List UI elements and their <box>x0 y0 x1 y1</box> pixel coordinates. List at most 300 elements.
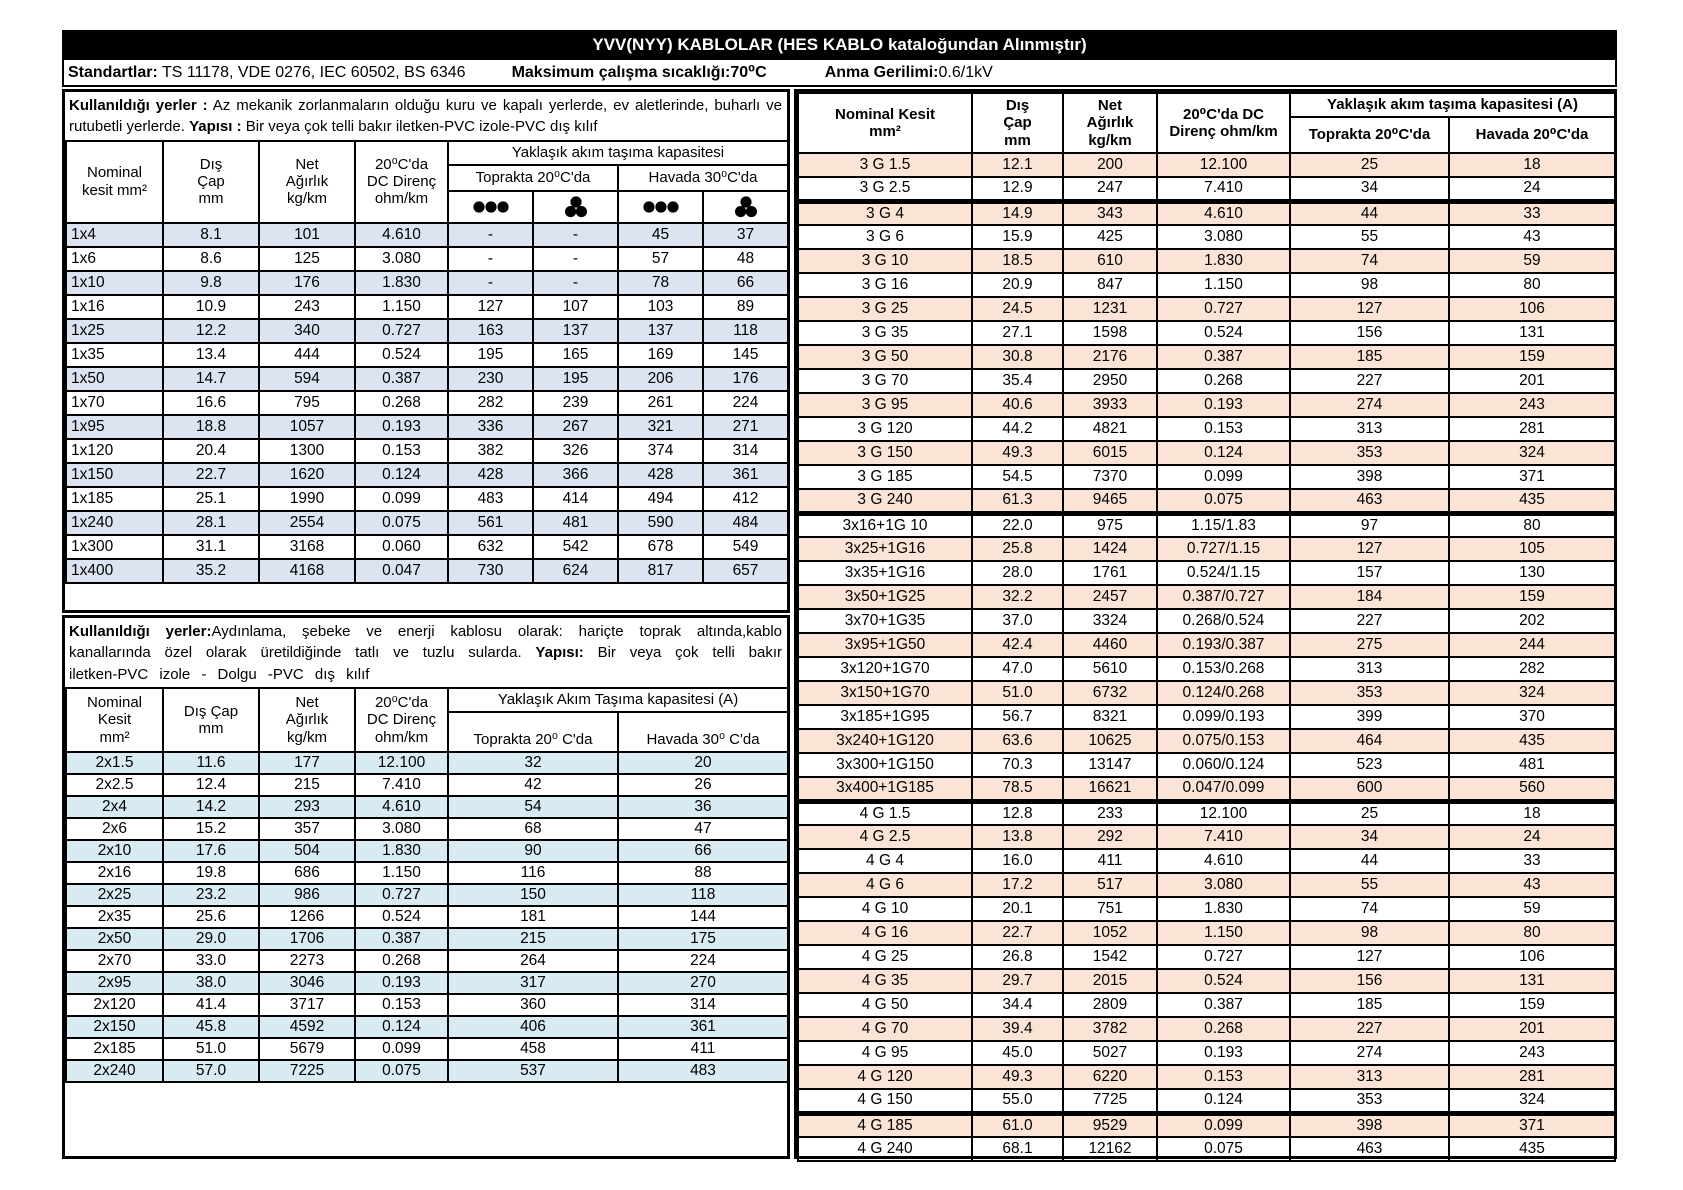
table-cell: 43 <box>1449 225 1615 249</box>
table-cell: 47.0 <box>972 657 1063 681</box>
table-row <box>66 1060 788 1082</box>
table-cell: 70.3 <box>972 753 1063 777</box>
table-cell: 24 <box>1449 825 1615 849</box>
table-cell: 39.4 <box>972 1017 1063 1041</box>
table-cell: 313 <box>1290 657 1449 681</box>
table-cell: 243 <box>1449 1041 1615 1065</box>
table-cell: 2x120 <box>66 994 163 1016</box>
table-row <box>66 774 788 796</box>
table-cell: 32.2 <box>972 585 1063 609</box>
table-row <box>798 1017 1615 1041</box>
table-cell: 1542 <box>1063 945 1157 969</box>
table-cell: 156 <box>1290 969 1449 993</box>
table-cell: 16621 <box>1063 777 1157 801</box>
table-cell: 59 <box>1449 249 1615 273</box>
table-cell: 0.727 <box>355 319 448 343</box>
table-cell: 11.6 <box>163 752 259 774</box>
table-cell: 1231 <box>1063 297 1157 321</box>
table-cell: 0.524 <box>355 906 448 928</box>
table-cell: 156 <box>1290 321 1449 345</box>
table-cell: 8321 <box>1063 705 1157 729</box>
table-cell: 2176 <box>1063 345 1157 369</box>
table-cell: 1x95 <box>66 415 163 439</box>
table-cell: 2x1.5 <box>66 752 163 774</box>
table-cell: 2950 <box>1063 369 1157 393</box>
col-header-weight: Net Ağırlık kg/km <box>259 141 355 223</box>
two-core-description <box>65 618 787 687</box>
table-cell: 200 <box>1063 153 1157 177</box>
table-cell: 127 <box>1290 297 1449 321</box>
table-cell: 1.830 <box>355 840 448 862</box>
table-cell: 2x240 <box>66 1060 163 1082</box>
col-header-nominal: Nominal Kesit mm² <box>66 688 163 752</box>
table-cell: 244 <box>1449 633 1615 657</box>
table-cell: 1598 <box>1063 321 1157 345</box>
table-cell: 1x10 <box>66 271 163 295</box>
table-cell: 159 <box>1449 585 1615 609</box>
table-row <box>66 463 788 487</box>
table-cell: 1x185 <box>66 487 163 511</box>
table-cell: 1.830 <box>1157 249 1290 273</box>
table-cell: 2x4 <box>66 796 163 818</box>
sub-header-ground: Toprakta 20⁰C'da <box>448 165 618 191</box>
sub-header-air: Havada 30⁰ C'da <box>618 712 788 752</box>
table-cell: 1.150 <box>1157 273 1290 297</box>
table-cell: 3 G 185 <box>798 465 972 489</box>
table-cell: 2x6 <box>66 818 163 840</box>
two-core-table-body <box>66 752 788 1082</box>
table-cell: 353 <box>1290 1089 1449 1113</box>
table-cell: 326 <box>533 439 618 463</box>
table-row <box>66 840 788 862</box>
table-cell: 184 <box>1290 585 1449 609</box>
table-cell: 1.830 <box>1157 897 1290 921</box>
table-cell: 159 <box>1449 345 1615 369</box>
structure-label: Yapısı : <box>189 118 242 136</box>
table-cell: 90 <box>448 840 618 862</box>
table-cell: 22.0 <box>972 513 1063 537</box>
table-cell: 0.124 <box>1157 441 1290 465</box>
table-row <box>798 945 1615 969</box>
table-cell: 1x300 <box>66 535 163 559</box>
table-cell: 80 <box>1449 273 1615 297</box>
table-row <box>798 441 1615 465</box>
table-cell: 590 <box>618 511 703 535</box>
table-cell: 0.387 <box>1157 345 1290 369</box>
table-cell: 4 G 10 <box>798 897 972 921</box>
table-cell: 12162 <box>1063 1137 1157 1161</box>
table-cell: 678 <box>618 535 703 559</box>
table-cell: 74 <box>1290 897 1449 921</box>
table-cell: 14.2 <box>163 796 259 818</box>
table-cell: 7.410 <box>1157 825 1290 849</box>
table-cell: 0.524 <box>1157 969 1290 993</box>
table-cell: 3x95+1G50 <box>798 633 972 657</box>
table-row <box>798 177 1615 201</box>
table-cell: 0.268 <box>355 391 448 415</box>
table-cell: - <box>533 247 618 271</box>
table-cell: 324 <box>1449 441 1615 465</box>
usage-text: Az mekanik zorlanmaların olduğu kuru ve kapalı yerlerde, ev aletlerinde, buharlı ve rutubetli yerlerde. <box>69 97 783 136</box>
table-cell: 0.387 <box>355 928 448 950</box>
table-cell: 0.727 <box>1157 945 1290 969</box>
table-cell: 2457 <box>1063 585 1157 609</box>
usage-label: Kullanıldığı yerler : <box>69 97 208 114</box>
table-cell: 59 <box>1449 897 1615 921</box>
table-cell: 233 <box>1063 801 1157 825</box>
table-cell: 26.8 <box>972 945 1063 969</box>
table-cell: 243 <box>1449 393 1615 417</box>
table-cell: 127 <box>448 295 533 319</box>
table-cell: 44 <box>1290 201 1449 225</box>
table-row <box>66 559 788 583</box>
table-cell: 382 <box>448 439 533 463</box>
table-cell: 2554 <box>259 511 355 535</box>
table-cell: 19.8 <box>163 862 259 884</box>
table-cell: 3x70+1G35 <box>798 609 972 633</box>
table-cell: 795 <box>259 391 355 415</box>
table-cell: 15.9 <box>972 225 1063 249</box>
two-core-section <box>62 615 790 1159</box>
table-cell: 43 <box>1449 873 1615 897</box>
table-cell: 98 <box>1290 921 1449 945</box>
table-cell: 343 <box>1063 201 1157 225</box>
table-cell: 2x25 <box>66 884 163 906</box>
table-cell: 3 G 95 <box>798 393 972 417</box>
table-cell: 261 <box>618 391 703 415</box>
table-cell: 201 <box>1449 369 1615 393</box>
table-row <box>798 1041 1615 1065</box>
table-cell: 0.047/0.099 <box>1157 777 1290 801</box>
table-cell: 181 <box>448 906 618 928</box>
table-cell: 0.153/0.268 <box>1157 657 1290 681</box>
table-cell: 35.4 <box>972 369 1063 393</box>
table-cell: 3 G 70 <box>798 369 972 393</box>
table-row <box>66 391 788 415</box>
multi-core-section <box>794 89 1617 1159</box>
table-cell: 483 <box>618 1060 788 1082</box>
col-header-diameter: Dış Çap mm <box>972 93 1063 153</box>
table-cell: 227 <box>1290 609 1449 633</box>
table-cell: 1x150 <box>66 463 163 487</box>
table-cell: 38.0 <box>163 972 259 994</box>
table-row <box>66 223 788 247</box>
table-row <box>66 928 788 950</box>
voltage-label: Anma Gerilimi: <box>824 64 939 81</box>
table-cell: 3 G 2.5 <box>798 177 972 201</box>
table-cell: 10625 <box>1063 729 1157 753</box>
table-cell: 97 <box>1290 513 1449 537</box>
table-cell: 34 <box>1290 177 1449 201</box>
table-cell: 1620 <box>259 463 355 487</box>
table-cell: 657 <box>703 559 788 583</box>
table-cell: 3x16+1G 10 <box>798 513 972 537</box>
table-cell: - <box>448 247 533 271</box>
table-row <box>798 1089 1615 1113</box>
table-cell: 986 <box>259 884 355 906</box>
table-cell: 366 <box>533 463 618 487</box>
table-cell: 361 <box>618 1016 788 1038</box>
table-cell: 2015 <box>1063 969 1157 993</box>
left-column <box>62 89 790 1159</box>
table-row <box>798 153 1615 177</box>
table-cell: 106 <box>1449 945 1615 969</box>
table-cell: 243 <box>259 295 355 319</box>
table-cell: 224 <box>703 391 788 415</box>
table-cell: 4 G 240 <box>798 1137 972 1161</box>
table-cell: 274 <box>1290 1041 1449 1065</box>
structure-label: Yapısı: <box>535 644 584 662</box>
table-cell: 33 <box>1449 201 1615 225</box>
table-cell: 324 <box>1449 681 1615 705</box>
table-cell: 227 <box>1290 369 1449 393</box>
table-cell: 37 <box>703 223 788 247</box>
table-cell: 45 <box>618 223 703 247</box>
table-row <box>798 417 1615 441</box>
table-cell: 239 <box>533 391 618 415</box>
table-cell: 282 <box>448 391 533 415</box>
table-row <box>798 705 1615 729</box>
table-cell: 537 <box>448 1060 618 1082</box>
table-cell: 0.524 <box>355 343 448 367</box>
table-cell: 4.610 <box>1157 201 1290 225</box>
usage-text: Aydınlama, şebeke ve enerji kablosu olarak: hariçte toprak altında,kablo kanallarında özel olarak üretildiğinde tatlı ve tuzlu sularda. <box>69 623 782 662</box>
table-cell: 176 <box>703 367 788 391</box>
table-cell: 163 <box>448 319 533 343</box>
table-cell: 444 <box>259 343 355 367</box>
table-cell: 3.080 <box>1157 225 1290 249</box>
table-cell: 12.1 <box>972 153 1063 177</box>
table-cell: 4460 <box>1063 633 1157 657</box>
table-cell: - <box>533 223 618 247</box>
table-cell: 116 <box>448 862 618 884</box>
table-cell: 25.6 <box>163 906 259 928</box>
table-cell: 165 <box>533 343 618 367</box>
table-cell: 202 <box>1449 609 1615 633</box>
usage-label: Kullanıldığı yerler: <box>69 623 212 640</box>
table-cell: 25 <box>1290 153 1449 177</box>
table-cell: 3324 <box>1063 609 1157 633</box>
table-cell: 55.0 <box>972 1089 1063 1113</box>
table-row <box>798 489 1615 513</box>
table-cell: 9.8 <box>163 271 259 295</box>
table-cell: 130 <box>1449 561 1615 585</box>
table-cell: 414 <box>533 487 618 511</box>
table-cell: 1424 <box>1063 537 1157 561</box>
table-cell: 8.6 <box>163 247 259 271</box>
table-cell: 2x95 <box>66 972 163 994</box>
table-cell: 4168 <box>259 559 355 583</box>
table-cell: 0.153 <box>355 994 448 1016</box>
table-cell: 0.153 <box>1157 417 1290 441</box>
table-cell: 54 <box>448 796 618 818</box>
table-cell: 292 <box>1063 825 1157 849</box>
table-cell: 281 <box>1449 1065 1615 1089</box>
table-row <box>798 225 1615 249</box>
table-cell: 1990 <box>259 487 355 511</box>
table-cell: 3 G 6 <box>798 225 972 249</box>
standards-label: Standartlar: <box>68 64 158 81</box>
table-cell: 20.1 <box>972 897 1063 921</box>
table-cell: 4 G 1.5 <box>798 801 972 825</box>
table-cell: 247 <box>1063 177 1157 201</box>
table-row <box>66 295 788 319</box>
table-cell: 282 <box>1449 657 1615 681</box>
table-cell: 483 <box>448 487 533 511</box>
table-cell: 36 <box>618 796 788 818</box>
table-row <box>798 753 1615 777</box>
table-cell: 51.0 <box>163 1038 259 1060</box>
table-row <box>66 752 788 774</box>
table-cell: 270 <box>618 972 788 994</box>
table-cell: 7.410 <box>1157 177 1290 201</box>
table-cell: 2x2.5 <box>66 774 163 796</box>
table-row <box>66 511 788 535</box>
trefoil-formation-icon <box>703 191 788 223</box>
table-cell: 2273 <box>259 950 355 972</box>
table-cell: 118 <box>703 319 788 343</box>
table-cell: 0.268 <box>355 950 448 972</box>
table-row <box>66 535 788 559</box>
table-cell: 78 <box>618 271 703 295</box>
table-cell: 2x150 <box>66 1016 163 1038</box>
table-cell: 3x300+1G150 <box>798 753 972 777</box>
table-cell: 6732 <box>1063 681 1157 705</box>
table-row <box>798 1113 1615 1137</box>
table-cell: 3.080 <box>355 247 448 271</box>
structure-text: Bir veya çok telli bakır iletken-PVC izole - Dolgu -PVC dış kılıf <box>69 644 782 683</box>
table-cell: 20.4 <box>163 439 259 463</box>
table-cell: 230 <box>448 367 533 391</box>
table-cell: 4821 <box>1063 417 1157 441</box>
table-cell: 1x120 <box>66 439 163 463</box>
table-cell: 44 <box>1290 849 1449 873</box>
single-core-table-body <box>66 223 788 583</box>
table-cell: 1266 <box>259 906 355 928</box>
table-cell: 175 <box>618 928 788 950</box>
table-cell: 14.7 <box>163 367 259 391</box>
table-cell: 0.124 <box>1157 1089 1290 1113</box>
table-cell: 118 <box>618 884 788 906</box>
table-cell: 49.3 <box>972 1065 1063 1089</box>
table-cell: 8.1 <box>163 223 259 247</box>
table-cell: 66 <box>703 271 788 295</box>
table-cell: 3 G 16 <box>798 273 972 297</box>
table-cell: 594 <box>259 367 355 391</box>
table-cell: - <box>448 271 533 295</box>
table-row <box>798 681 1615 705</box>
table-cell: 20 <box>618 752 788 774</box>
table-row <box>66 439 788 463</box>
table-cell: 25.1 <box>163 487 259 511</box>
content-columns <box>62 89 1617 1159</box>
table-cell: 22.7 <box>163 463 259 487</box>
table-cell: 12.100 <box>1157 801 1290 825</box>
table-cell: 632 <box>448 535 533 559</box>
table-cell: 15.2 <box>163 818 259 840</box>
standards-bar <box>62 60 1617 87</box>
structure-text: Bir veya çok telli bakır iletken-PVC izole-PVC dış kılıf <box>241 118 598 136</box>
table-cell: 411 <box>618 1038 788 1060</box>
table-cell: 3168 <box>259 535 355 559</box>
table-row <box>66 906 788 928</box>
table-cell: 1x16 <box>66 295 163 319</box>
table-cell: 0.099 <box>355 1038 448 1060</box>
table-cell: 0.727/1.15 <box>1157 537 1290 561</box>
table-row <box>798 801 1615 825</box>
table-row <box>66 950 788 972</box>
table-cell: 1.830 <box>355 271 448 295</box>
table-cell: 1761 <box>1063 561 1157 585</box>
table-cell: 274 <box>1290 393 1449 417</box>
table-cell: 0.268 <box>1157 1017 1290 1041</box>
table-cell: 0.060 <box>355 535 448 559</box>
table-cell: 41.4 <box>163 994 259 1016</box>
table-cell: 18 <box>1449 801 1615 825</box>
table-cell: 371 <box>1449 465 1615 489</box>
table-cell: 3717 <box>259 994 355 1016</box>
table-cell: 25 <box>1290 801 1449 825</box>
table-cell: 31.1 <box>163 535 259 559</box>
table-cell: 600 <box>1290 777 1449 801</box>
table-cell: 56.7 <box>972 705 1063 729</box>
table-row <box>798 633 1615 657</box>
table-cell: 22.7 <box>972 921 1063 945</box>
table-row <box>798 297 1615 321</box>
table-cell: 30.8 <box>972 345 1063 369</box>
table-cell: 61.0 <box>972 1113 1063 1137</box>
table-cell: 150 <box>448 884 618 906</box>
table-row <box>798 273 1615 297</box>
table-cell: 484 <box>703 511 788 535</box>
table-cell: 3 G 240 <box>798 489 972 513</box>
table-cell: 435 <box>1449 729 1615 753</box>
table-cell: 0.387 <box>355 367 448 391</box>
table-cell: 271 <box>703 415 788 439</box>
table-cell: 157 <box>1290 561 1449 585</box>
table-row <box>66 862 788 884</box>
table-cell: 51.0 <box>972 681 1063 705</box>
table-cell: 3 G 50 <box>798 345 972 369</box>
table-row <box>66 367 788 391</box>
table-cell: 313 <box>1290 1065 1449 1089</box>
table-cell: 7.410 <box>355 774 448 796</box>
table-cell: 7370 <box>1063 465 1157 489</box>
table-cell: 4 G 120 <box>798 1065 972 1089</box>
standards-value: TS 11178, VDE 0276, IEC 60502, BS 6346 <box>157 64 466 81</box>
table-cell: 523 <box>1290 753 1449 777</box>
table-cell: 340 <box>259 319 355 343</box>
table-cell: 293 <box>259 796 355 818</box>
table-cell: 549 <box>703 535 788 559</box>
table-row <box>798 897 1615 921</box>
table-cell: 0.193 <box>355 972 448 994</box>
table-row <box>798 825 1615 849</box>
table-cell: 428 <box>618 463 703 487</box>
table-row <box>798 993 1615 1017</box>
table-cell: 4 G 25 <box>798 945 972 969</box>
table-row <box>66 343 788 367</box>
table-cell: 18 <box>1449 153 1615 177</box>
table-cell: 374 <box>618 439 703 463</box>
table-cell: 4.610 <box>355 796 448 818</box>
table-cell: 25.8 <box>972 537 1063 561</box>
table-cell: 106 <box>1449 297 1615 321</box>
flat-formation-icon <box>618 191 703 223</box>
table-cell: 61.3 <box>972 489 1063 513</box>
table-cell: 26 <box>618 774 788 796</box>
table-cell: 264 <box>448 950 618 972</box>
